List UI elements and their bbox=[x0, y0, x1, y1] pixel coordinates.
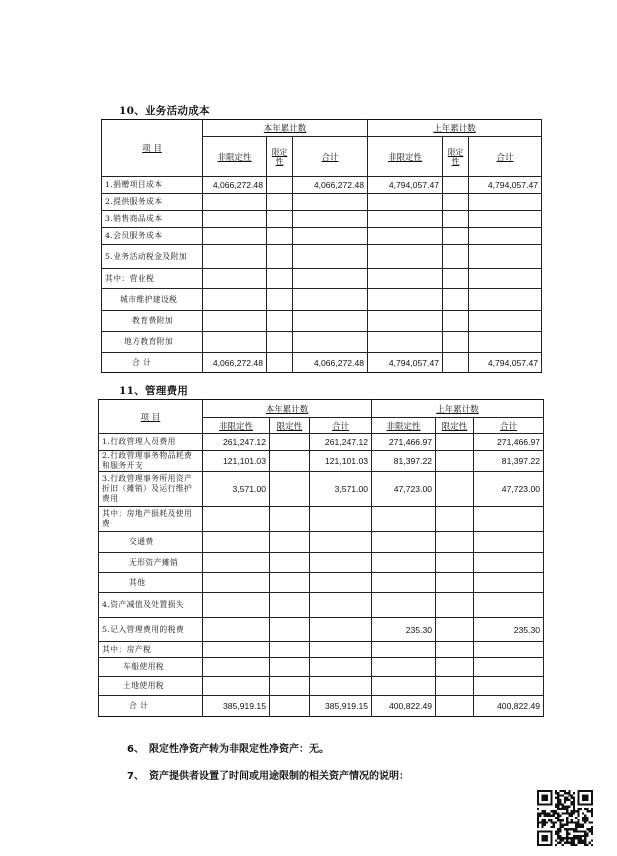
cell-cy-restricted bbox=[270, 434, 310, 451]
cell-py-total bbox=[469, 194, 542, 211]
cell-cy-total bbox=[293, 211, 368, 228]
table-row bbox=[99, 677, 544, 696]
cell-cy-total: 3,571.00 bbox=[310, 472, 372, 507]
cell-py-unrestricted bbox=[368, 311, 443, 332]
cell-py-restricted bbox=[436, 696, 474, 717]
cell-cy-total bbox=[310, 642, 372, 658]
note-6 bbox=[127, 740, 329, 755]
cell-py-restricted bbox=[436, 618, 474, 642]
cell-py-restricted bbox=[443, 311, 469, 332]
cell-py-total bbox=[469, 211, 542, 228]
row-label: 土地使用税 bbox=[99, 677, 203, 696]
cell-cy-total bbox=[310, 618, 372, 642]
table-row bbox=[102, 245, 542, 269]
cell-cy-unrestricted bbox=[203, 194, 267, 211]
cell-py-total bbox=[469, 332, 542, 353]
row-label: 4.会员服务成本 bbox=[102, 228, 203, 245]
col-header-py-total: 合计 bbox=[474, 418, 544, 434]
cell-py-restricted bbox=[443, 177, 469, 194]
row-label: 1.行政管理人员费用 bbox=[99, 434, 203, 451]
table-row bbox=[99, 451, 544, 472]
row-label: 合 计 bbox=[102, 353, 203, 373]
cell-py-restricted bbox=[436, 532, 474, 553]
cell-cy-total bbox=[310, 593, 372, 618]
qr-code-icon bbox=[537, 790, 593, 846]
cell-py-total bbox=[474, 532, 544, 553]
cell-cy-total bbox=[310, 573, 372, 593]
cell-py-restricted bbox=[443, 211, 469, 228]
col-header-item: 项 目 bbox=[99, 400, 203, 434]
cell-cy-restricted bbox=[267, 177, 293, 194]
cell-py-unrestricted bbox=[372, 593, 436, 618]
cell-cy-unrestricted: 385,919.15 bbox=[203, 696, 270, 717]
cell-cy-total bbox=[293, 269, 368, 289]
cell-py-restricted bbox=[443, 228, 469, 245]
cell-py-total bbox=[474, 553, 544, 573]
note-7 bbox=[127, 767, 409, 782]
row-label: 5.记入管理费用的税费 bbox=[99, 618, 203, 642]
row-label: 5.业务活动税金及附加 bbox=[102, 245, 203, 269]
cell-py-total bbox=[469, 245, 542, 269]
col-header-py-restricted: 限定性 bbox=[436, 418, 474, 434]
cell-cy-unrestricted bbox=[203, 211, 267, 228]
cell-py-total bbox=[474, 642, 544, 658]
row-label: 教育费附加 bbox=[102, 311, 203, 332]
cell-cy-unrestricted bbox=[203, 311, 267, 332]
cell-cy-total bbox=[310, 677, 372, 696]
cell-cy-restricted bbox=[267, 228, 293, 245]
row-label: 其他 bbox=[99, 573, 203, 593]
cell-py-unrestricted: 4,794,057.47 bbox=[368, 177, 443, 194]
cell-cy-restricted bbox=[267, 289, 293, 311]
cell-cy-unrestricted bbox=[203, 269, 267, 289]
cell-py-unrestricted: 235.30 bbox=[372, 618, 436, 642]
section-11-title: 11、管理费用 bbox=[119, 385, 189, 397]
cell-cy-restricted bbox=[270, 696, 310, 717]
cell-py-restricted bbox=[436, 658, 474, 677]
table-row bbox=[102, 228, 542, 245]
cell-cy-total bbox=[293, 245, 368, 269]
cell-cy-restricted bbox=[270, 472, 310, 507]
col-header-cy-total: 合计 bbox=[310, 418, 372, 434]
cell-py-unrestricted: 81,397.22 bbox=[372, 451, 436, 472]
cell-cy-unrestricted bbox=[203, 618, 270, 642]
table-row bbox=[99, 658, 544, 677]
management-expense-table bbox=[98, 399, 544, 717]
cell-py-restricted bbox=[436, 593, 474, 618]
cell-py-restricted bbox=[443, 332, 469, 353]
cell-py-total bbox=[469, 269, 542, 289]
row-label: 无形资产摊销 bbox=[99, 553, 203, 573]
cell-py-unrestricted: 271,466.97 bbox=[372, 434, 436, 451]
table-row bbox=[102, 332, 542, 353]
col-header-cy-unrestricted: 非限定性 bbox=[203, 137, 267, 177]
cell-py-total: 81,397.22 bbox=[474, 451, 544, 472]
cell-py-restricted bbox=[443, 289, 469, 311]
row-label: 2.提供服务成本 bbox=[102, 194, 203, 211]
col-header-current-year: 本年累计数 bbox=[203, 120, 368, 137]
cell-cy-restricted bbox=[270, 658, 310, 677]
row-label: 合 计 bbox=[99, 696, 203, 717]
row-label: 4.资产减值及处置损失 bbox=[99, 593, 203, 618]
table-row bbox=[102, 177, 542, 194]
cell-cy-unrestricted: 3,571.00 bbox=[203, 472, 270, 507]
table-row bbox=[102, 353, 542, 373]
cell-cy-restricted bbox=[270, 451, 310, 472]
col-header-prior-year: 上年累计数 bbox=[368, 120, 542, 137]
row-label: 其中：房产税 bbox=[99, 642, 203, 658]
cell-cy-unrestricted: 4,066,272.48 bbox=[203, 353, 267, 373]
cell-py-total bbox=[474, 658, 544, 677]
col-header-cy-unrestricted: 非限定性 bbox=[203, 418, 270, 434]
row-label: 1.捐赠项目成本 bbox=[102, 177, 203, 194]
cell-cy-unrestricted bbox=[203, 507, 270, 532]
note-7-text: 资产提供者设置了时间或用途限制的相关资产情况的说明： bbox=[149, 771, 409, 782]
cell-cy-total: 4,066,272.48 bbox=[293, 177, 368, 194]
cell-cy-unrestricted: 121,101.03 bbox=[203, 451, 270, 472]
table-row bbox=[102, 289, 542, 311]
cell-py-unrestricted bbox=[372, 507, 436, 532]
cell-cy-total bbox=[310, 532, 372, 553]
cell-cy-unrestricted bbox=[203, 658, 270, 677]
cell-cy-restricted bbox=[267, 269, 293, 289]
col-header-item: 项 目 bbox=[102, 120, 203, 177]
cell-cy-total bbox=[310, 658, 372, 677]
cell-py-total bbox=[474, 593, 544, 618]
row-label: 城市维护建设税 bbox=[102, 289, 203, 311]
cell-cy-restricted bbox=[267, 353, 293, 373]
row-label: 3.行政管理事务所用资产折旧（摊销）及运行维护费用 bbox=[99, 472, 203, 507]
cell-py-restricted bbox=[443, 269, 469, 289]
cell-cy-unrestricted: 4,066,272.48 bbox=[203, 177, 267, 194]
cell-py-restricted bbox=[436, 573, 474, 593]
cell-cy-total: 121,101.03 bbox=[310, 451, 372, 472]
col-header-py-restricted: 限定性 bbox=[443, 137, 469, 177]
cell-py-unrestricted bbox=[368, 332, 443, 353]
cell-cy-unrestricted bbox=[203, 228, 267, 245]
cell-cy-unrestricted: 261,247.12 bbox=[203, 434, 270, 451]
cell-cy-restricted bbox=[267, 194, 293, 211]
cell-cy-restricted bbox=[267, 211, 293, 228]
cell-py-unrestricted bbox=[368, 289, 443, 311]
cell-py-unrestricted: 4,794,057.47 bbox=[368, 353, 443, 373]
table-row bbox=[99, 553, 544, 573]
cell-py-total bbox=[469, 311, 542, 332]
cell-py-total: 4,794,057.47 bbox=[469, 353, 542, 373]
cell-cy-unrestricted bbox=[203, 289, 267, 311]
cell-py-restricted bbox=[436, 434, 474, 451]
cell-py-total: 235.30 bbox=[474, 618, 544, 642]
cell-py-restricted bbox=[443, 194, 469, 211]
cell-cy-restricted bbox=[267, 332, 293, 353]
cell-cy-restricted bbox=[270, 507, 310, 532]
note-7-number: 7、 bbox=[127, 771, 144, 782]
cell-cy-unrestricted bbox=[203, 553, 270, 573]
col-header-py-unrestricted: 非限定性 bbox=[372, 418, 436, 434]
cell-py-total bbox=[474, 677, 544, 696]
table-row bbox=[102, 269, 542, 289]
cell-py-unrestricted bbox=[372, 658, 436, 677]
cell-py-total: 271,466.97 bbox=[474, 434, 544, 451]
col-header-py-total: 合计 bbox=[469, 137, 542, 177]
table-row bbox=[99, 532, 544, 553]
cell-cy-unrestricted bbox=[203, 332, 267, 353]
cell-py-unrestricted bbox=[372, 553, 436, 573]
col-header-py-unrestricted: 非限定性 bbox=[368, 137, 443, 177]
row-label: 交通费 bbox=[99, 532, 203, 553]
cell-cy-restricted bbox=[270, 532, 310, 553]
cell-cy-restricted bbox=[270, 677, 310, 696]
cell-py-total: 4,794,057.47 bbox=[469, 177, 542, 194]
cell-cy-unrestricted bbox=[203, 245, 267, 269]
cell-cy-restricted bbox=[270, 573, 310, 593]
cell-cy-total bbox=[293, 332, 368, 353]
cell-py-restricted bbox=[436, 472, 474, 507]
table-row bbox=[99, 642, 544, 658]
business-activity-cost-table bbox=[101, 119, 542, 373]
cell-cy-unrestricted bbox=[203, 642, 270, 658]
cell-py-restricted bbox=[436, 507, 474, 532]
table-row bbox=[102, 211, 542, 228]
cell-cy-unrestricted bbox=[203, 677, 270, 696]
table-row bbox=[102, 311, 542, 332]
table-row bbox=[99, 573, 544, 593]
cell-py-unrestricted bbox=[372, 573, 436, 593]
table-row bbox=[99, 618, 544, 642]
cell-py-unrestricted bbox=[368, 245, 443, 269]
cell-py-restricted bbox=[436, 642, 474, 658]
cell-cy-total bbox=[293, 194, 368, 211]
cell-cy-restricted bbox=[270, 553, 310, 573]
note-6-number: 6、 bbox=[127, 744, 144, 755]
cell-cy-unrestricted bbox=[203, 573, 270, 593]
cell-py-unrestricted bbox=[368, 211, 443, 228]
cell-cy-restricted bbox=[270, 618, 310, 642]
cell-py-restricted bbox=[443, 353, 469, 373]
cell-py-total bbox=[474, 573, 544, 593]
cell-cy-total bbox=[293, 289, 368, 311]
cell-cy-total bbox=[293, 228, 368, 245]
table-row bbox=[102, 194, 542, 211]
table-row bbox=[99, 472, 544, 507]
cell-cy-unrestricted bbox=[203, 593, 270, 618]
col-header-cy-restricted: 限定性 bbox=[267, 137, 293, 177]
col-header-prior-year: 上年累计数 bbox=[372, 400, 544, 418]
table-row bbox=[99, 434, 544, 451]
cell-cy-total bbox=[293, 311, 368, 332]
col-header-cy-restricted: 限定性 bbox=[270, 418, 310, 434]
cell-py-unrestricted: 47,723.00 bbox=[372, 472, 436, 507]
col-header-cy-total: 合计 bbox=[293, 137, 368, 177]
row-label: 其中：营业税 bbox=[102, 269, 203, 289]
section-10-title: 10、业务活动成本 bbox=[119, 105, 210, 117]
cell-py-total bbox=[474, 507, 544, 532]
cell-cy-total bbox=[310, 507, 372, 532]
table-row bbox=[99, 696, 544, 717]
cell-py-restricted bbox=[436, 677, 474, 696]
cell-py-unrestricted bbox=[372, 642, 436, 658]
cell-cy-restricted bbox=[270, 593, 310, 618]
row-label: 地方教育附加 bbox=[102, 332, 203, 353]
row-label: 3.销售商品成本 bbox=[102, 211, 203, 228]
cell-cy-unrestricted bbox=[203, 532, 270, 553]
col-header-current-year: 本年累计数 bbox=[203, 400, 372, 418]
row-label: 2.行政管理事务物品耗费和服务开支 bbox=[99, 451, 203, 472]
cell-py-total: 47,723.00 bbox=[474, 472, 544, 507]
cell-py-restricted bbox=[436, 553, 474, 573]
cell-py-unrestricted bbox=[372, 532, 436, 553]
cell-py-unrestricted bbox=[368, 228, 443, 245]
cell-py-restricted bbox=[436, 451, 474, 472]
cell-cy-total: 261,247.12 bbox=[310, 434, 372, 451]
cell-py-unrestricted: 400,822.49 bbox=[372, 696, 436, 717]
cell-py-restricted bbox=[443, 245, 469, 269]
cell-cy-restricted bbox=[267, 245, 293, 269]
cell-cy-restricted bbox=[267, 311, 293, 332]
cell-cy-total bbox=[310, 553, 372, 573]
cell-cy-restricted bbox=[270, 642, 310, 658]
cell-py-total bbox=[469, 228, 542, 245]
cell-py-unrestricted bbox=[372, 677, 436, 696]
cell-cy-total: 385,919.15 bbox=[310, 696, 372, 717]
cell-py-unrestricted bbox=[368, 269, 443, 289]
table-row bbox=[99, 593, 544, 618]
row-label: 其中：房地产损耗及使用费 bbox=[99, 507, 203, 532]
cell-py-total bbox=[469, 289, 542, 311]
cell-cy-total: 4,066,272.48 bbox=[293, 353, 368, 373]
row-label: 车船使用税 bbox=[99, 658, 203, 677]
cell-py-unrestricted bbox=[368, 194, 443, 211]
cell-py-total: 400,822.49 bbox=[474, 696, 544, 717]
note-6-text: 限定性净资产转为非限定性净资产：无。 bbox=[149, 744, 329, 755]
table-row bbox=[99, 507, 544, 532]
